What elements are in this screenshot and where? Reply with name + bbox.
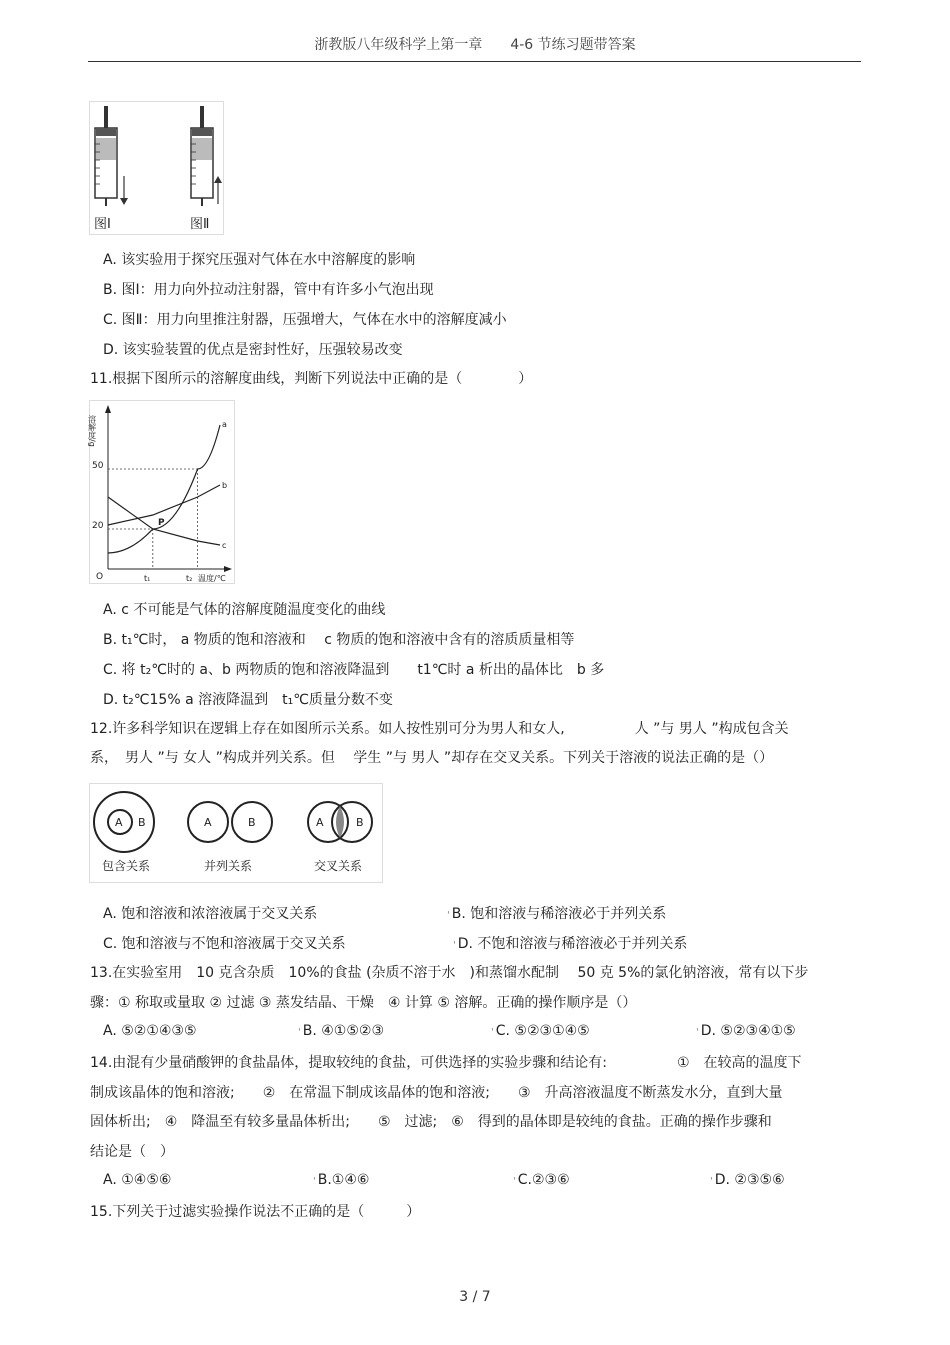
q10-option-b: B. 图Ⅰ：用力向外拉动注射器，管中有许多小气泡出现 <box>103 282 434 298</box>
q11-option-c: C. 将 t₂℃时的 a、b 两物质的饱和溶液降温到 t1℃时 a 析出的晶体比 b 多 <box>103 662 605 678</box>
q12-option-a: A. 饱和溶液和浓溶液属于交叉关系 <box>103 906 318 922</box>
q12-option-c: C. 饱和溶液与不饱和溶液属于交叉关系 <box>103 936 346 952</box>
q11-option-b: B. t₁℃时， a 物质的饱和溶液和 c 物质的饱和溶液中含有的溶质质量相等 <box>103 632 575 648</box>
curve-a <box>108 425 220 553</box>
cross-b: B <box>356 816 364 829</box>
syringe-2 <box>191 106 222 206</box>
chart-origin: O <box>96 572 104 582</box>
chart-ytick-20: 20 <box>92 521 104 531</box>
label-parallel: 并列关系 <box>204 859 253 873</box>
label-contain: 包含关系 <box>102 859 151 873</box>
q11-option-d: D. t₂℃15% a 溶液降温到 t₁℃质量分数不变 <box>103 692 393 708</box>
q14-stem-line1: 14.由混有少量硝酸钾的食盐晶体，提取较纯的食盐，可供选择的实验步骤和结论有: ① 在较高的温度下 <box>90 1055 802 1071</box>
q15-stem: 15.下列关于过滤实验操作说法不正确的是（ ） <box>90 1204 421 1220</box>
q10-option-a: A. 该实验用于探究压强对气体在水中溶解度的影响 <box>103 252 416 268</box>
q12-option-d: ' D. 不饱和溶液与稀溶液必于并列关系 <box>453 936 688 952</box>
chart-ylabel: 溶解度/g <box>87 415 97 447</box>
page-number: 3 / 7 <box>459 1289 491 1305</box>
q13-option-a: A. ⑤②①④③⑤ <box>103 1023 197 1039</box>
q13-option-d: ' D. ⑤②③④①⑤ <box>696 1023 796 1039</box>
q13-option-b: ' B. ④①⑤②③ <box>298 1023 385 1039</box>
q14-stem-line3: 固体析出; ④ 降温至有较多量晶体析出; ⑤ 过滤; ⑥ 得到的晶体即是较纯的食盐。正确的操作步骤和 <box>90 1114 772 1130</box>
q12-stem-line2: 系， 男人 ”与 女人 ”构成并列关系。但 学生 ”与 男人 ”却存在交叉关系。下列关于溶液的说法正确的是（） <box>90 750 774 766</box>
contain-b: B <box>138 816 146 829</box>
chart-xlabel: 温度/℃ <box>198 574 226 583</box>
chart-ytick-50: 50 <box>92 461 104 471</box>
q14-option-b: ' B.①④⑥ <box>313 1172 370 1188</box>
syringe-label-2: 图Ⅱ <box>190 217 210 232</box>
q14-stem-line4: 结论是（ ） <box>90 1144 174 1160</box>
syringe-1 <box>95 106 128 206</box>
q13-stem-line2: 骤：① 称取或量取 ② 过滤 ③ 蒸发结晶、干燥 ④ 计算 ⑤ 溶解。正确的操作顺序是（） <box>90 995 637 1011</box>
q14-option-a: A. ①④⑤⑥ <box>103 1172 172 1188</box>
q10-option-c: C. 图Ⅱ：用力向里推注射器，压强增大，气体在水中的溶解度减小 <box>103 312 507 328</box>
q11-stem: 11.根据下图所示的溶解度曲线，判断下列说法中正确的是（ ） <box>90 371 533 387</box>
curve-label-a: a <box>222 420 227 429</box>
q14-stem-line2: 制成该晶体的饱和溶液; ② 在常温下制成该晶体的饱和溶液; ③ 升高溶液温度不断蒸发水分，直到大量 <box>90 1085 783 1101</box>
q10-option-d: D. 该实验装置的优点是密封性好，压强较易改变 <box>103 342 403 358</box>
q12-option-b: ' B. 饱和溶液与稀溶液必于并列关系 <box>447 906 667 922</box>
curve-label-c: c <box>222 541 227 550</box>
chart-xtick-t2: t₂ <box>186 574 193 583</box>
cross-a: A <box>316 816 324 829</box>
q14-option-c: ' C.②③⑥ <box>513 1172 570 1188</box>
q14-option-d: ' D. ②③⑤⑥ <box>710 1172 785 1188</box>
solubility-chart <box>89 400 235 584</box>
parallel-b: B <box>248 816 256 829</box>
q11-option-a: A. c 不可能是气体的溶解度随温度变化的曲线 <box>103 602 386 618</box>
contain-a: A <box>115 816 123 829</box>
chart-point-p: P <box>158 518 165 528</box>
syringe-label-1: 图Ⅰ <box>94 217 111 232</box>
q13-stem-line1: 13.在实验室用 10 克含杂质 10%的食盐 (杂质不溶于水 )和蒸馏水配制 50 克 5%的氯化钠溶液，常有以下步 <box>90 965 809 981</box>
curve-label-b: b <box>222 481 228 490</box>
parallel-a: A <box>204 816 212 829</box>
chart-xtick-t1: t₁ <box>144 574 151 583</box>
header-rule <box>88 61 861 62</box>
label-cross: 交叉关系 <box>314 859 363 873</box>
page-header: 浙教版八年级科学上第一章 4-6 节练习题带答案 <box>314 37 636 53</box>
set-relations-figure <box>89 783 383 883</box>
q12-stem-line1: 12.许多科学知识在逻辑上存在如图所示关系。如人按性别可分为男人和女人, 人 ”与 男人 ”构成包含关 <box>90 721 789 737</box>
syringe-figure <box>89 101 224 235</box>
q13-option-c: ' C. ⑤②③①④⑤ <box>491 1023 590 1039</box>
